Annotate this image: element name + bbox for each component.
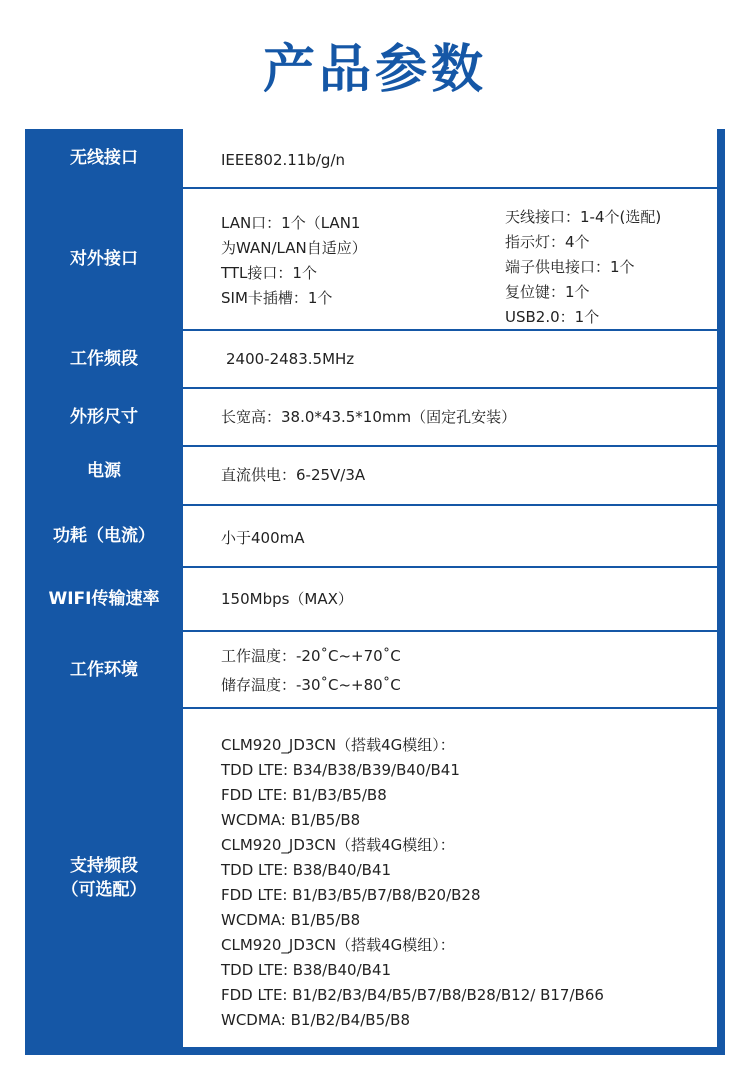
value-line: 指示灯：4个 <box>505 233 590 251</box>
value-line: WCDMA: B1/B5/B8 <box>221 811 361 829</box>
spec-row-interfaces <box>25 189 725 329</box>
value-line: FDD LTE: B1/B3/B5/B8 <box>221 786 387 804</box>
value-line: 端子供电接口：1个 <box>505 258 635 276</box>
spec-row-dimensions <box>25 389 725 445</box>
spec-row-consumption <box>25 506 725 566</box>
row-value <box>183 447 717 504</box>
row-label <box>25 709 183 1047</box>
row-value <box>183 506 717 566</box>
row-value <box>183 331 717 387</box>
value-line: 储存温度：-30˚C~+80˚C <box>221 676 401 694</box>
value-line: FDD LTE: B1/B2/B3/B4/B5/B7/B8/B28/B12/ B17/B66 <box>221 986 604 1004</box>
page-title: 产品参数 <box>262 40 487 100</box>
value-line: USB2.0：1个 <box>505 308 600 326</box>
value-line: SIM卡插槽：1个 <box>221 289 333 307</box>
value-line: CLM920_JD3CN（搭载4G模组）： <box>221 836 455 854</box>
row-label: 工作环境 <box>70 659 138 680</box>
row-label: 功耗（电流） <box>53 526 155 546</box>
row-label: WIFI传输速率 <box>48 589 160 609</box>
value-line: TDD LTE: B38/B40/B41 <box>221 961 392 979</box>
value-line: LAN口：1个（LAN1 <box>221 214 361 232</box>
interfaces-left-column <box>221 211 367 311</box>
row-value <box>183 129 717 187</box>
value-line: 工作温度：-20˚C~+70˚C <box>221 647 401 665</box>
value-line: TDD LTE: B38/B40/B41 <box>221 861 392 879</box>
value-line: 复位键：1个 <box>505 283 590 301</box>
spec-row-environment <box>25 632 725 707</box>
value-line: 2400-2483.5MHz <box>226 350 355 368</box>
value-line: TDD LTE: B34/B38/B39/B40/B41 <box>221 761 460 779</box>
value-line: CLM920_JD3CN（搭载4G模组）： <box>221 736 455 754</box>
row-label: 电源 <box>87 461 121 481</box>
value-line: IEEE802.11b/g/n <box>221 151 345 169</box>
spec-row-bands <box>25 709 725 1047</box>
value-line: CLM920_JD3CN（搭载4G模组）： <box>221 936 455 954</box>
value-line: 为WAN/LAN自适应） <box>221 239 367 257</box>
row-value <box>183 389 717 445</box>
value-line: 直流供电：6-25V/3A <box>221 466 366 484</box>
value-line: WCDMA: B1/B5/B8 <box>221 911 361 929</box>
row-value <box>183 189 717 329</box>
interfaces-right-column <box>505 205 661 330</box>
value-line: 天线接口：1-4个(选配) <box>505 208 662 226</box>
row-value <box>183 632 717 707</box>
spec-row-wireless <box>25 129 725 187</box>
spec-row-wifi-rate <box>25 568 725 630</box>
row-label-line: （可选配） <box>61 880 147 900</box>
row-value <box>183 709 717 1047</box>
value-line: 长宽高：38.0*43.5*10mm（固定孔安装） <box>221 408 517 426</box>
value-line: WCDMA: B1/B2/B4/B5/B8 <box>221 1011 411 1029</box>
spec-row-frequency <box>25 331 725 387</box>
row-label: 无线接口 <box>70 148 138 168</box>
row-label-line: 支持频段 <box>70 856 138 876</box>
spec-table <box>25 129 725 1055</box>
value-line: 小于400mA <box>221 529 305 547</box>
value-line: TTL接口：1个 <box>221 264 317 282</box>
value-line: 150Mbps（MAX） <box>221 590 353 608</box>
row-label: 工作频段 <box>70 349 138 369</box>
row-label: 外形尺寸 <box>70 407 138 427</box>
row-value <box>183 568 717 630</box>
value-line: FDD LTE: B1/B3/B5/B7/B8/B20/B28 <box>221 886 481 904</box>
row-label: 对外接口 <box>70 249 138 269</box>
spec-row-power <box>25 447 725 504</box>
